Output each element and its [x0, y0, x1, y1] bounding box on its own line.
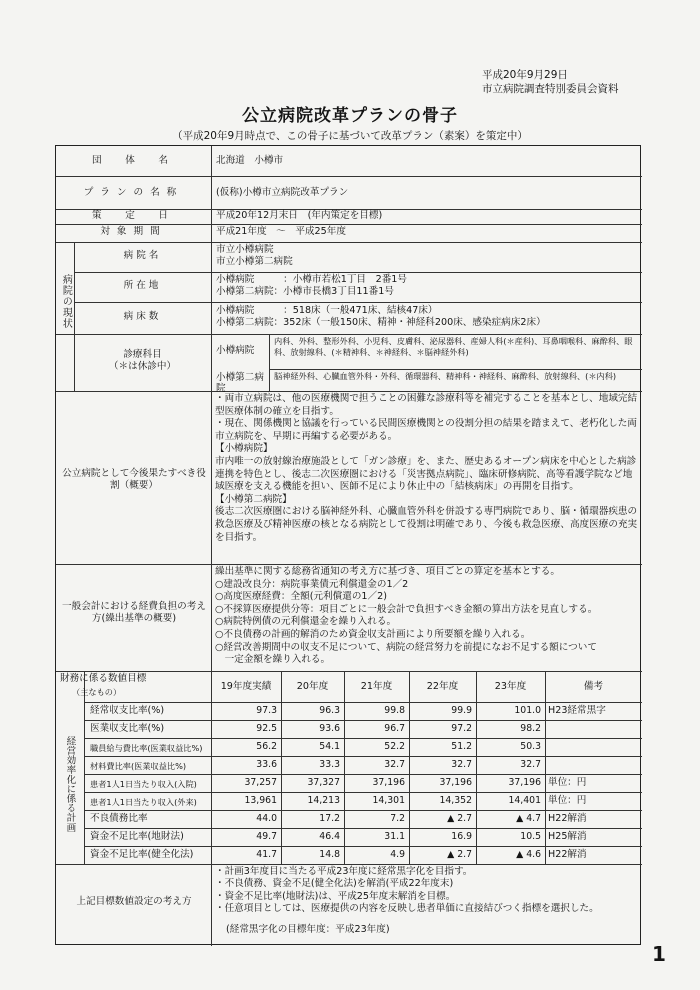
- document-date: 平成20年9月29日: [482, 69, 568, 81]
- target-value: 52.2: [384, 741, 405, 752]
- plan-label: プランの名称: [83, 187, 184, 198]
- dept-hospital1-value: 内科、外科、整形外科、小児科、皮膚科、泌尿器科、産婦人科(＊産科)、耳鼻咽喉科、麻酔科、眼科、放射線科、(＊精神科、＊神経科、＊脳神経外科): [274, 336, 633, 357]
- targets-side-label: 経営効率化に係る計画: [64, 736, 76, 832]
- target-value: 16.9: [451, 831, 472, 842]
- target-row-name: 資金不足比率(地財法): [90, 831, 184, 842]
- plan-summary-table: [55, 145, 641, 945]
- hospital-name-label: 病院名: [123, 250, 162, 261]
- target-value: 99.8: [384, 705, 405, 716]
- location-value: 小樽病院 ：小樽市若松1丁目 2番1号 小樽第二病院：小樽市長橋3丁目11番1号: [216, 274, 407, 298]
- target-value: 14,352: [439, 795, 472, 806]
- target-value: 37,196: [508, 777, 541, 788]
- dept-hospital2-name: 小樽第二病院: [216, 372, 264, 394]
- committee-name: 市立病院調査特別委員会資料: [482, 83, 619, 95]
- target-value: 14.8: [319, 849, 340, 860]
- target-note: H23経常黒字: [548, 705, 606, 716]
- document-date-block: [482, 68, 619, 96]
- beds-label: 病床数: [123, 311, 162, 322]
- target-value: 32.7: [384, 759, 405, 770]
- dept-hospital2-value: 脳神経外科、心臓血管外科・外科、循環器科、精神科・神経科、麻酔科、放射線科、(＊内科): [274, 371, 617, 381]
- targets-head-sub: （主なもの）: [72, 687, 122, 697]
- target-value: 41.7: [256, 849, 277, 860]
- target-value: 7.2: [390, 813, 405, 824]
- target-note: 単位：円: [548, 777, 587, 788]
- target-value: ▲ 2.7: [447, 849, 472, 860]
- role-label: 公立病院として今後果たすべき役割（概要）: [62, 468, 206, 492]
- target-row-name: 資金不足比率(健全化法): [90, 849, 194, 860]
- target-value: 14,401: [508, 795, 541, 806]
- target-value: 31.1: [384, 831, 405, 842]
- org-label: 団 体 名: [92, 155, 175, 166]
- target-note: H22解消: [548, 849, 587, 860]
- target-note: 単位：円: [548, 795, 587, 806]
- target-value: 96.3: [319, 705, 340, 716]
- target-row-name: 医業収支比率(%): [90, 723, 165, 734]
- date-label: 策 定 日: [92, 210, 175, 221]
- target-value: 93.6: [319, 723, 340, 734]
- target-value: 54.1: [319, 741, 340, 752]
- period-label: 対象期間: [100, 226, 167, 237]
- page-title: 公立病院改革プランの骨子: [242, 106, 458, 126]
- target-column-header: 23年度: [494, 681, 527, 692]
- target-column-header: 21年度: [360, 681, 393, 692]
- target-value: 33.3: [319, 759, 340, 770]
- target-column-header: 19年度実績: [220, 681, 272, 692]
- target-value: 97.2: [451, 723, 472, 734]
- target-value: 101.0: [514, 705, 541, 716]
- target-value: 32.7: [451, 759, 472, 770]
- basis-label: 上記目標数値設定の考え方: [76, 896, 192, 907]
- target-value: ▲ 2.7: [447, 813, 472, 824]
- target-row-name: 患者1人1日当たり収入(入院): [90, 779, 197, 789]
- target-value: 49.7: [256, 831, 277, 842]
- basis-text: ・計画3年度目に当たる平成23年度に経常黒字化を目指す。 ・不良債務、資金不足(健全化法)を解消(平成22年度末) ・資金不足比率(地財法)は、平成25年度末解消を目標。 ・任意項目としては、医療提供の内容を反映し患者単価に直接結びつく指標を選択した。: [215, 866, 599, 915]
- target-row-name: 不良債務比率: [90, 813, 148, 824]
- target-value: 92.5: [256, 723, 277, 734]
- target-column-header: 20年度: [296, 681, 329, 692]
- beds-value: 小樽病院 ：518床（一般471床、結核47床） 小樽第二病院：352床（一般150床、精神・神経科200床、感染症病床2床）: [216, 305, 546, 329]
- target-value: 33.6: [256, 759, 277, 770]
- departments-label: 診療科目 （＊は休診中）: [108, 349, 177, 373]
- page-number: 1: [652, 942, 666, 966]
- target-value: 37,257: [244, 777, 277, 788]
- hospital-name-value: 市立小樽病院 市立小樽第二病院: [216, 244, 293, 268]
- target-value: 13,961: [244, 795, 277, 806]
- target-value: 44.0: [256, 813, 277, 824]
- target-row-name: 経常収支比率(%): [90, 705, 165, 716]
- target-value: 10.5: [520, 831, 541, 842]
- target-row-name: 患者1人1日当たり収入(外来): [90, 797, 197, 807]
- target-value: 32.7: [520, 759, 541, 770]
- target-value: 56.2: [256, 741, 277, 752]
- target-value: 37,327: [307, 777, 340, 788]
- status-side-label: 病院の現状: [60, 274, 72, 329]
- burden-label: 一般会計における経費負担の考え方(繰出基準の概要): [62, 601, 206, 625]
- location-label: 所在地: [123, 280, 162, 291]
- target-value: 17.2: [319, 813, 340, 824]
- burden-text: 繰出基準に関する総務省通知の考え方に基づき、項目ごとの算定を基本とする。 ○建設改良分：病院事業債元利償還金の1／2 ○高度医療経費：全額(元利償還の1／2) ○不採算医療提供分等：項目ごとに一般会計で負担すべき金額の算出方法を見直しする。 ○病院特例債の元利償還金を繰り入れる。 ○不良債務の計画的解消のため資金収支計画により所要額を繰り入れる。 ○経営改善期間中の収支不足について、病院の経営努力を前提になお不足する額について 一定金額を繰り入れる。: [215, 566, 598, 666]
- target-column-header: 備考: [583, 681, 604, 692]
- target-value: 98.2: [520, 723, 541, 734]
- period-value: 平成21年度 ～ 平成25年度: [216, 226, 346, 237]
- target-value: 37,196: [439, 777, 472, 788]
- target-value: 50.3: [520, 741, 541, 752]
- target-value: ▲ 4.6: [516, 849, 541, 860]
- target-row-name: 職員給与費比率(医業収益比%): [90, 743, 203, 753]
- target-note: H25解消: [548, 831, 587, 842]
- target-note: H22解消: [548, 813, 587, 824]
- target-column-header: 22年度: [426, 681, 459, 692]
- dept-hospital1-name: 小樽病院: [216, 345, 255, 356]
- target-value: 96.7: [384, 723, 405, 734]
- target-value: 14,301: [372, 795, 405, 806]
- target-value: 99.9: [451, 705, 472, 716]
- role-text: ・両市立病院は、他の医療機関で担うことの困難な診療科等を補完することを基本とし、地域完結型医療体制の確立を目指す。 ・現在、関係機関と協議を行っている民間医療機関との役割分担の結果を踏まえて、老朽化した両市立病院を、早期に再編する必要がある。 【小樽病院】 市内唯一の放射線治療施設として「ガン診療」を、また、歴史あるオープン病床を中心とした病診連携を特色とし、後志二次医療圏における「災害拠点病院」、臨床研修病院、高等看護学院など地域医療を支える機能を担い、医師不足により休止中の「結核病床」の再開を目指す。 【小樽第二病院】 後志二次医療圏における脳神経外科、心臓血管外科を併設する専門病院であり、脳・循環器疾患の救急医療及び精神医療の核となる病院として役割は明確であり、今後も救急医療、高度医療の充実を目指す。: [215, 393, 638, 543]
- target-value: ▲ 4.7: [516, 813, 541, 824]
- target-value: 97.3: [256, 705, 277, 716]
- target-value: 14,213: [307, 795, 340, 806]
- target-value: 4.9: [390, 849, 405, 860]
- target-value: 51.2: [451, 741, 472, 752]
- org-value: 北海道 小樽市: [216, 155, 284, 166]
- targets-head-label: 財務に係る数値目標: [60, 673, 147, 684]
- plan-value: (仮称)小樽市立病院改革プラン: [216, 187, 349, 198]
- target-value: 37,196: [372, 777, 405, 788]
- date-value: 平成20年12月末日 (年内策定を目標): [216, 210, 383, 221]
- target-row-name: 材料費比率(医業収益比%): [90, 761, 187, 771]
- target-value: 46.4: [319, 831, 340, 842]
- page-subtitle: （平成20年9月時点で、この骨子に基づいて改革プラン（素案）を策定中）: [172, 130, 528, 142]
- basis-footnote: (経常黒字化の目標年度：平成23年度): [226, 924, 390, 935]
